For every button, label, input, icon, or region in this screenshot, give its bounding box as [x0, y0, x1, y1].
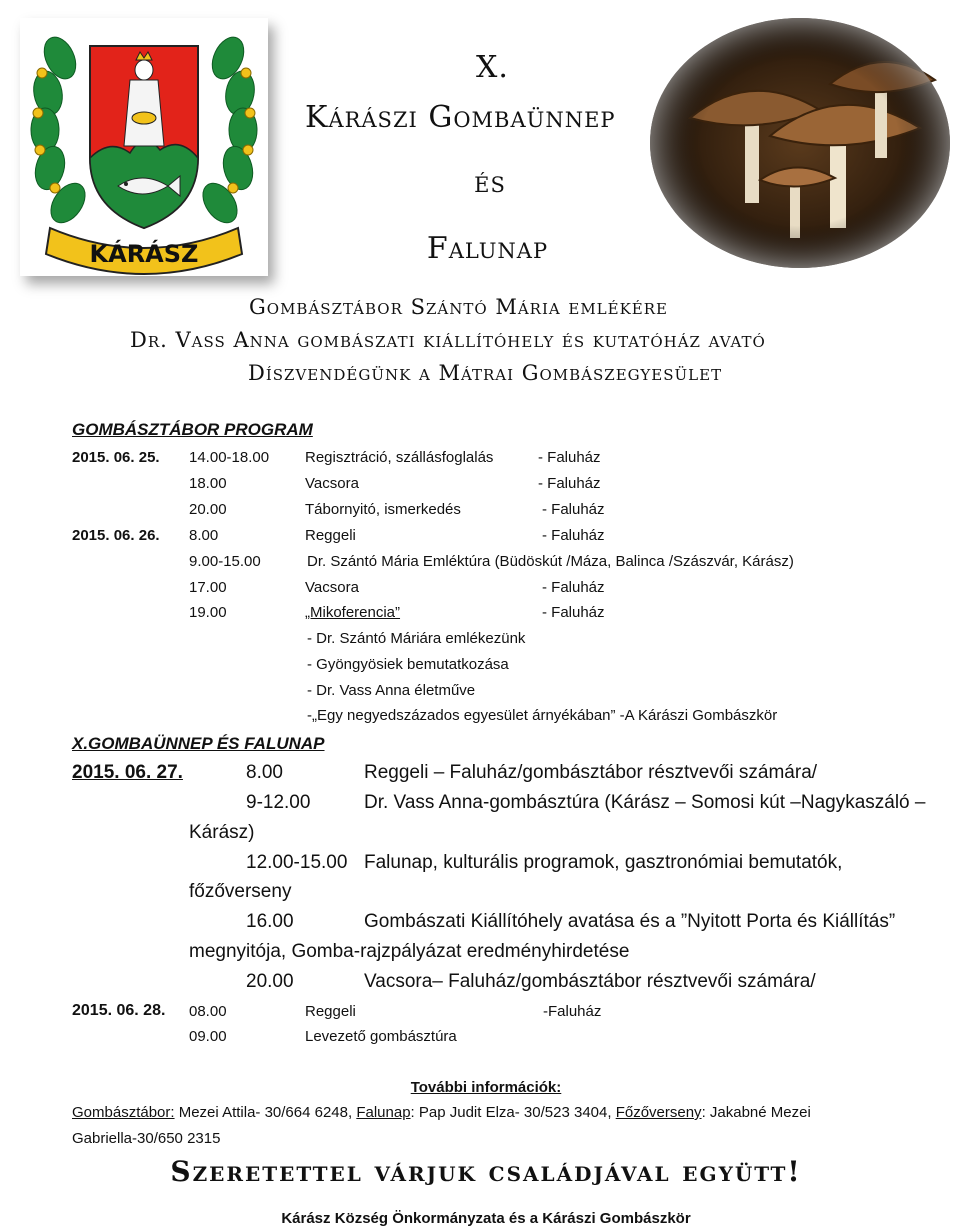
- festival-event: Falunap, kulturális programok, gasztronómiai bemutatók,: [364, 852, 843, 873]
- festival-event-cont: Kárász): [189, 822, 255, 843]
- camp-place: - Faluház: [542, 604, 605, 621]
- camp-place: - Faluház: [542, 579, 605, 596]
- camp-time: 18.00: [189, 475, 227, 492]
- camp-place: - Faluház: [538, 475, 601, 492]
- last-day-time: 08.00: [189, 1003, 227, 1020]
- camp-time: 20.00: [189, 501, 227, 518]
- festival-time: 12.00-15.00: [246, 852, 348, 873]
- festival-time: 16.00: [246, 911, 294, 932]
- festival-event: Gombászati Kiállítóhely avatása és a ”Nyitott Porta és Kiállítás”: [364, 911, 896, 932]
- subtitle-camp: Gombásztábor Szántó Mária emlékére: [249, 295, 668, 319]
- mikoferencia-item: - Dr. Szántó Máriára emlékezünk: [307, 630, 526, 647]
- camp-program-heading: GOMBÁSZTÁBOR PROGRAM: [72, 420, 313, 439]
- camp-time: 17.00: [189, 579, 227, 596]
- festival-time: 9-12.00: [246, 792, 311, 813]
- last-day-date: 2015. 06. 28.: [72, 1002, 166, 1019]
- last-day-time: 09.00: [189, 1028, 227, 1045]
- camp-event: Regisztráció, szállásfoglalás: [305, 449, 494, 466]
- camp-event: Reggeli: [305, 527, 356, 544]
- last-day-event: Reggeli: [305, 1003, 356, 1020]
- camp-time: 8.00: [189, 527, 219, 544]
- footer-organizers: Kárász Község Önkormányzata és a Kárászi Gombászkör: [281, 1210, 691, 1227]
- festival-event: Dr. Vass Anna-gombásztúra (Kárász – Somosi kút –Nagykaszáló –: [364, 792, 926, 813]
- camp-date: 2015. 06. 25.: [72, 449, 160, 466]
- info-cooking-contact: : Jakabné Mezei: [701, 1104, 811, 1121]
- info-contacts-cont: Gabriella-30/650 2315: [72, 1130, 221, 1147]
- festival-time: 20.00: [246, 971, 294, 992]
- camp-time: 14.00-18.00: [189, 449, 270, 466]
- title-conjunction: és: [474, 165, 506, 200]
- festival-event-cont: főzőverseny: [189, 881, 292, 902]
- camp-event: Dr. Szántó Mária Emléktúra (Büdöskút /Máza, Balinca /Szászvár, Kárász): [307, 553, 794, 570]
- info-camp-label: Gombásztábor:: [72, 1104, 175, 1121]
- festival-event: Vacsora– Faluház/gombásztábor résztvevői számára/: [364, 971, 816, 992]
- festival-date: 2015. 06. 27.: [72, 762, 183, 783]
- subtitle-guest: Díszvendégünk a Mátrai Gombászegyesület: [248, 361, 723, 385]
- info-cooking-label: Főzőverseny: [615, 1104, 702, 1121]
- mikoferencia-item: - Gyöngyösiek bemutatkozása: [307, 656, 509, 673]
- info-contacts: [72, 1104, 811, 1121]
- camp-place: - Faluház: [538, 449, 601, 466]
- camp-event: Vacsora: [305, 475, 359, 492]
- camp-event: Vacsora: [305, 579, 359, 596]
- info-heading: További információk:: [410, 1079, 562, 1096]
- edition-number: X.: [476, 50, 509, 85]
- info-falunap-label: Falunap: [356, 1104, 411, 1121]
- camp-event: Tábornyitó, ismerkedés: [305, 501, 461, 518]
- camp-date: 2015. 06. 26.: [72, 527, 160, 544]
- page-title: Kárászi Gombaünnep: [305, 100, 616, 135]
- festival-event-cont: megnyitója, Gomba-rajzpályázat eredményhirdetése: [189, 941, 630, 962]
- title-falunap: Falunap: [426, 231, 549, 266]
- festival-time: 8.00: [246, 762, 283, 783]
- subtitle-inauguration: Dr. Vass Anna gombászati kiállítóhely és kutatóház avató: [130, 328, 766, 352]
- info-falunap-contact: : Pap Judit Elza- 30/523 3404,: [410, 1104, 616, 1121]
- festival-event: Reggeli – Faluház/gombásztábor résztvevői számára/: [364, 762, 818, 783]
- festival-heading: X.GOMBAÜNNEP ÉS FALUNAP: [72, 734, 325, 753]
- mikoferencia-item: - Dr. Vass Anna életműve: [307, 682, 476, 699]
- last-day-place: -Faluház: [543, 1003, 602, 1020]
- camp-place: - Faluház: [542, 501, 605, 518]
- camp-time: 9.00-15.00: [189, 553, 261, 570]
- camp-event: „Mikoferencia”: [305, 604, 401, 621]
- info-camp-contact: Mezei Attila- 30/664 6248,: [174, 1104, 357, 1121]
- last-day-event: Levezető gombásztúra: [305, 1028, 457, 1045]
- crest-banner-text: KÁRÁSZ: [89, 240, 199, 268]
- closing-invitation: Szeretettel várjuk családjával együtt!: [170, 1155, 802, 1188]
- mikoferencia-item: -„Egy negyedszázados egyesület árnyékában” -A Kárászi Gombászkör: [307, 707, 778, 724]
- camp-place: - Faluház: [542, 527, 605, 544]
- camp-time: 19.00: [189, 604, 227, 621]
